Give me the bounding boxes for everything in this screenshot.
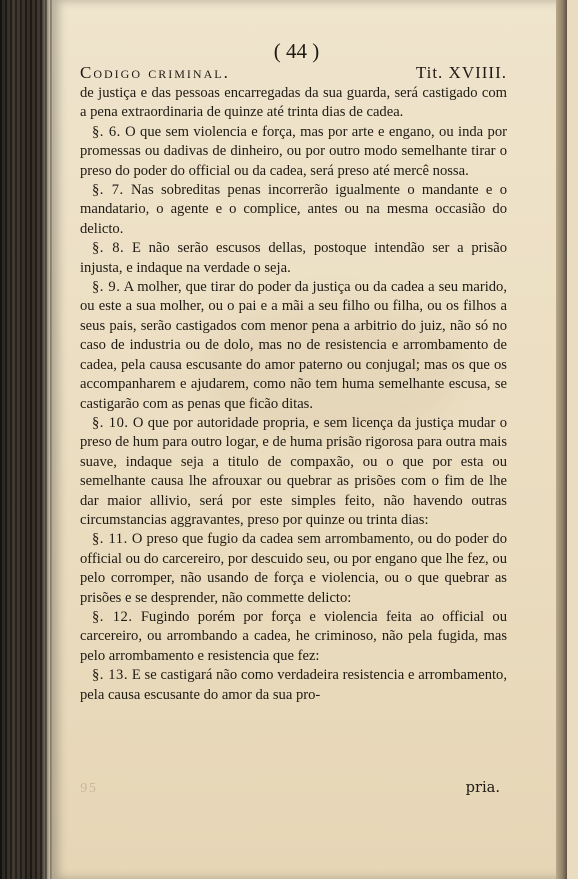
section-number: §. 7.	[92, 182, 124, 199]
section-number: §. 11.	[92, 531, 128, 548]
paragraph-sec-11	[80, 530, 507, 608]
section-number: §. 13.	[92, 667, 128, 684]
paragraph-sec-12	[80, 608, 507, 666]
paragraph-text: A molher, que tirar do poder da justiça ou da cadea a seu marido, ou este a sua molher, ou o pai e a mãi a seu filho ou filha, ou os filhos a seus pais, serão castigados com menor pena a arbitrio do juiz, não só no caso de industria ou de dolo, mas no de resistencia e arrombamento de cadea, pela causa escusante do amor paterno ou conjugal; mas os que os accompanharem e ajudarem, como não tem huma semelhante escusa, se castigarão com as penas que ficão ditas.	[80, 279, 508, 412]
section-number: §. 12.	[92, 608, 133, 625]
paragraph-sec-8	[80, 239, 507, 278]
paragraph-sec-6	[80, 123, 507, 181]
body-text	[80, 84, 507, 705]
running-head-title: Codigo criminal.	[80, 63, 230, 82]
paragraph-text: O que por autoridade propria, e sem licença da justiça mudar o preso de hum para outro logar, e de huma prisão rigorosa para outra mais suave, indaque seja a titulo de compaxão, ou o que por esta ou semelhante causa lhe afrouxar ou quebrar as prisões com o fim de lhe dar maior allivio, será por este simples feito, não havendo outras circumstancias aggravantes, preso por quinze ou trinta dias:	[80, 414, 507, 528]
paragraph-text: Nas sobreditas penas incorrerão igualmente o mandante e o mandatario, o agente e o complice, antes ou na mesma occasião do delicto.	[80, 182, 507, 237]
bleed-through-number: 95	[80, 781, 98, 795]
section-number: §. 8.	[92, 240, 125, 257]
paragraph-sec-7	[80, 181, 507, 239]
paragraph-sec-13	[80, 666, 507, 705]
paragraph-text: O que sem violencia e força, mas por arte e engano, ou inda por promessas ou dadivas de dinheiro, ou por outro modo semelhante tirar o preso do poder do official ou da cadea, será preso até mercê nossa.	[80, 123, 507, 179]
paragraph-sec-9	[80, 278, 507, 414]
page-number: ( 44 )	[273, 39, 320, 63]
paragraph-sec-10	[80, 414, 507, 530]
running-head	[80, 62, 507, 84]
catchword: pria.	[465, 779, 500, 796]
paragraph-text: E não serão escusos dellas, postoque intendão ser a prisão injusta, e indaque na verdade o seja.	[80, 240, 508, 276]
page-footer	[80, 779, 500, 801]
paragraph-continuation	[80, 84, 507, 123]
paragraph-text: O preso que fugio da cadea sem arrombamento, ou do poder do official ou do carcereiro, por descuido seu, ou por engano que lhe fez, ou pelo corromper, não usando de força e violencia, ou o que quebrar as prisões e se desprender, não commette delicto:	[80, 531, 508, 606]
running-head-title-number: Tit. XVIIII.	[415, 63, 507, 82]
paragraph-text: Fugindo porém por força e violencia feita ao official ou carcereiro, ou arrombando a cadea, he criminoso, não pela fugida, mas pelo arrombamento e resistencia que fez:	[80, 608, 508, 664]
section-number: §. 10.	[92, 414, 129, 431]
section-number: §. 9.	[92, 279, 121, 296]
book-spine	[0, 0, 54, 879]
page-content	[80, 38, 507, 705]
page-edge	[556, 0, 567, 879]
paragraph-text: de justiça e das pessoas encarregadas da sua guarda, será castigado com a pena extraordinaria de quinze até trinta dias de cadea.	[80, 85, 507, 121]
section-number: §. 6.	[92, 123, 121, 140]
paragraph-text: E se castigará não como verdadeira resistencia e arrombamento, pela causa escusante do amor da sua pro-	[80, 667, 508, 703]
